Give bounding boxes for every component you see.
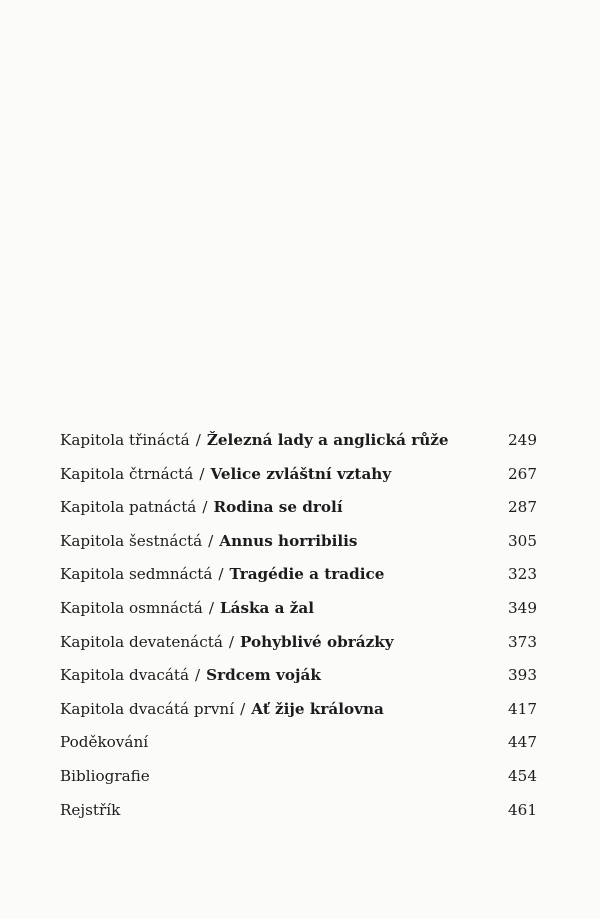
- toc-separator: /: [195, 431, 201, 449]
- toc-separator: /: [240, 699, 246, 718]
- toc-chapter-title: Rodina se drolí: [213, 498, 343, 517]
- toc-separator: /: [199, 464, 205, 483]
- toc-row[interactable]: [60, 726, 537, 760]
- toc-row[interactable]: [60, 659, 537, 693]
- toc-separator: /: [202, 498, 208, 517]
- toc-separator: /: [208, 598, 214, 617]
- table-of-contents: [60, 424, 537, 827]
- toc-chapter-label: Kapitola devatenáctá: [60, 632, 223, 651]
- toc-row[interactable]: [60, 491, 537, 525]
- toc-separator: /: [228, 632, 235, 651]
- toc-entry: [60, 626, 394, 660]
- toc-row[interactable]: [60, 525, 537, 559]
- toc-separator: /: [208, 531, 214, 550]
- toc-page-number: 454: [508, 766, 537, 785]
- toc-page-number: 323: [508, 565, 537, 584]
- toc-row[interactable]: [60, 424, 537, 458]
- toc-entry: [60, 458, 391, 492]
- toc-row[interactable]: [60, 458, 537, 492]
- toc-page-number: 349: [508, 598, 537, 617]
- toc-separator: /: [218, 565, 224, 584]
- toc-chapter-label: Kapitola šestnáctá: [60, 531, 203, 550]
- toc-separator: /: [195, 666, 201, 685]
- toc-row[interactable]: [60, 794, 537, 828]
- toc-chapter-title: Pohyblivé obrázky: [240, 632, 394, 651]
- toc-row[interactable]: [60, 760, 537, 794]
- toc-chapter-label: Kapitola dvacátá: [60, 666, 190, 685]
- toc-page-number: 373: [508, 632, 537, 651]
- toc-entry: [60, 659, 321, 693]
- toc-section-label: Bibliografie: [60, 766, 150, 785]
- toc-entry: [60, 794, 120, 828]
- toc-chapter-title: Tragédie a tradice: [229, 565, 385, 584]
- toc-page-number: 305: [508, 531, 537, 550]
- toc-chapter-title: Annus horribilis: [219, 531, 358, 550]
- toc-entry: [60, 491, 343, 525]
- toc-page-number: 461: [508, 800, 537, 819]
- toc-chapter-label: Kapitola sedmnáctá: [60, 565, 213, 584]
- toc-row[interactable]: [60, 626, 537, 660]
- toc-entry: [60, 592, 314, 626]
- toc-chapter-label: Kapitola třináctá: [60, 431, 190, 449]
- toc-page-number: 393: [508, 666, 537, 685]
- toc-row[interactable]: [60, 558, 537, 592]
- toc-page-number: 287: [508, 498, 537, 517]
- toc-row[interactable]: [60, 693, 537, 727]
- toc-entry: [60, 693, 384, 727]
- toc-page-number: 249: [508, 431, 537, 449]
- toc-chapter-title: Láska a žal: [219, 598, 315, 617]
- toc-section-label: Rejstřík: [60, 800, 121, 819]
- toc-entry: [60, 424, 449, 458]
- toc-entry: [60, 525, 357, 559]
- toc-chapter-label: Kapitola patnáctá: [60, 498, 197, 517]
- toc-chapter-label: Kapitola dvacátá první: [60, 699, 235, 718]
- toc-page-number: 267: [508, 464, 537, 483]
- toc-entry: [60, 726, 148, 760]
- toc-chapter-title: Srdcem voják: [206, 666, 321, 685]
- toc-chapter-label: Kapitola čtrnáctá: [60, 464, 194, 483]
- toc-section-label: Poděkování: [60, 733, 149, 752]
- toc-chapter-title: Železná lady a anglická růže: [206, 431, 449, 449]
- toc-page-number: 417: [508, 699, 537, 718]
- toc-chapter-title: Velice zvláštní vztahy: [210, 464, 392, 483]
- toc-entry: [60, 558, 384, 592]
- toc-entry: [60, 760, 150, 794]
- toc-chapter-label: Kapitola osmnáctá: [60, 598, 203, 617]
- toc-page-number: 447: [508, 733, 537, 752]
- toc-row[interactable]: [60, 592, 537, 626]
- toc-chapter-title: Ať žije královna: [251, 699, 384, 718]
